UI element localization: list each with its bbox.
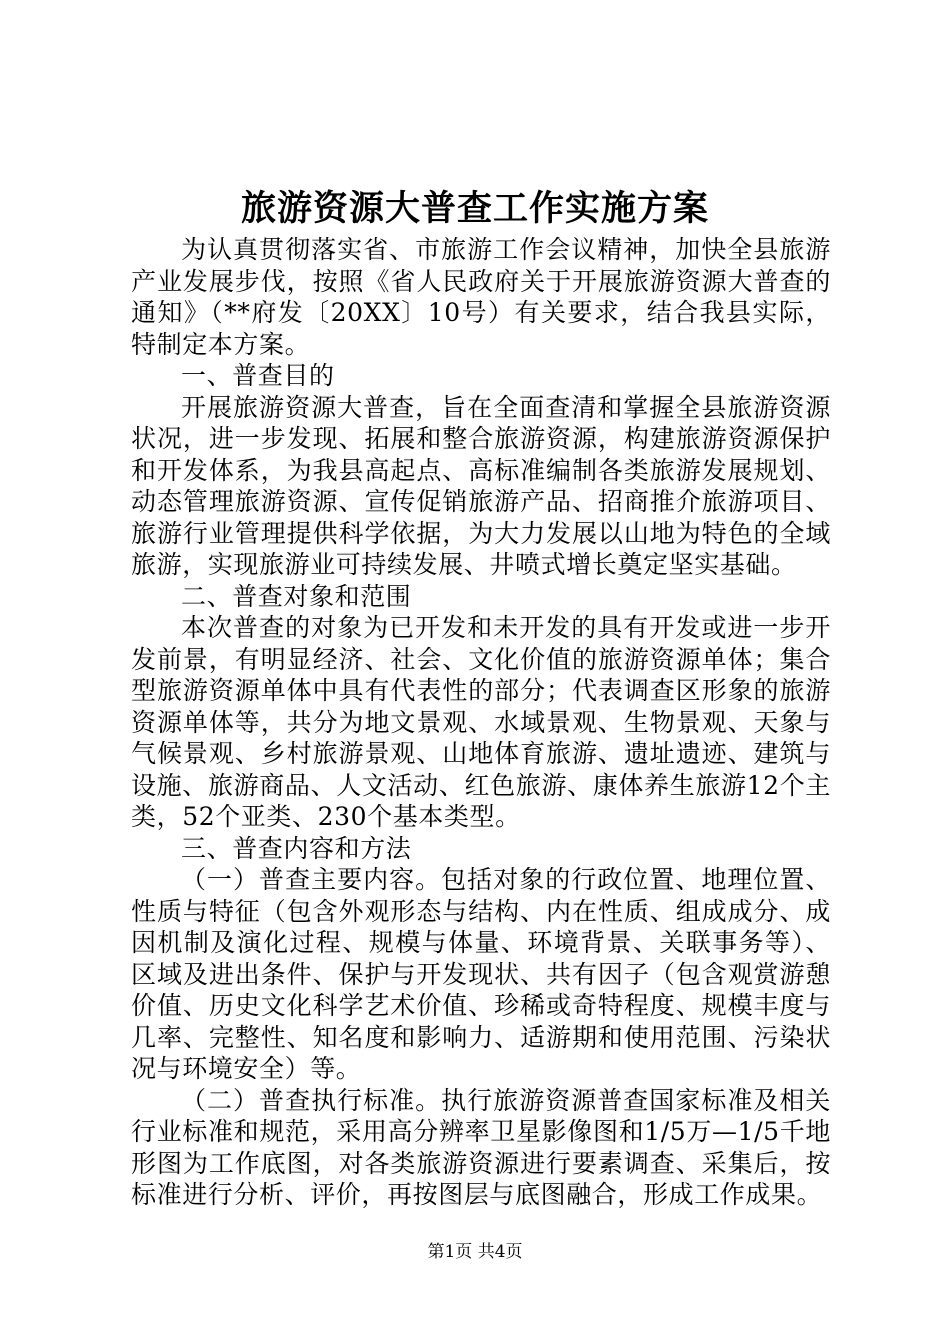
purpose-paragraph: 开展旅游资源大普查，旨在全面查清和掌握全县旅游资源状况，进一步发现、拓展和整合旅游资源，构建旅游资源保护和开发体系，为我县高起点、高标准编制各类旅游发展规划、动态管理旅游资源、宣传促销旅游产品、招商推介旅游项目、旅游行业管理提供科学依据，为大力发展以山地为特色的全域旅游，实现旅游业可持续发展、井喷式增长奠定坚实基础。 (131, 392, 831, 579)
content-paragraph: （一）普查主要内容。包括对象的行政位置、地理位置、性质与特征（包含外观形态与结构、内在性质、组成成分、成因机制及演化过程、规模与体量、环境背景、关联事务等）、区域及进出条件、保护与开发现状、共有因子（包含观赏游憩价值、历史文化科学艺术价值、珍稀或奇特程度、规模丰度与几率、完整性、知名度和影响力、适游期和使用范围、污染状况与环境安全）等。 (131, 865, 831, 1083)
document-body (131, 234, 831, 1211)
section-heading-scope: 二、普查对象和范围 (181, 581, 412, 611)
standard-paragraph: （二）普查执行标准。执行旅游资源普查国家标准及相关行业标准和规范，采用高分辨率卫星影像图和1/5万—1/5千地形图为工作底图，对各类旅游资源进行要素调查、采集后，按标准进行分析、评价，再按图层与底图融合，形成工作成果。 (131, 1085, 831, 1209)
document-title: 旅游资源大普查工作实施方案 (240, 188, 709, 229)
scope-paragraph: 本次普查的对象为已开发和未开发的具有开发或进一步开发前景，有明显经济、社会、文化价值的旅游资源单体；集合型旅游资源单体中具有代表性的部分；代表调查区形象的旅游资源单体等，共分为地文景观、水域景观、生物景观、天象与气候景观、乡村旅游景观、山地体育旅游、遗址遗迹、建筑与设施、旅游商品、人文活动、红色旅游、康体养生旅游12个主类，52个亚类、230个基本类型。 (131, 613, 831, 831)
section-heading-content-method: 三、普查内容和方法 (181, 833, 412, 863)
section-heading-purpose: 一、普查目的 (181, 361, 335, 390)
page-footer: 第1页 共4页 (427, 1242, 523, 1262)
intro-paragraph: 为认真贯彻落实省、市旅游工作会议精神，加快全县旅游产业发展步伐，按照《省人民政府关于开展旅游资源大普查的通知》（**府发〔20XX〕10号）有关要求，结合我县实际，特制定本方案。 (131, 235, 831, 359)
